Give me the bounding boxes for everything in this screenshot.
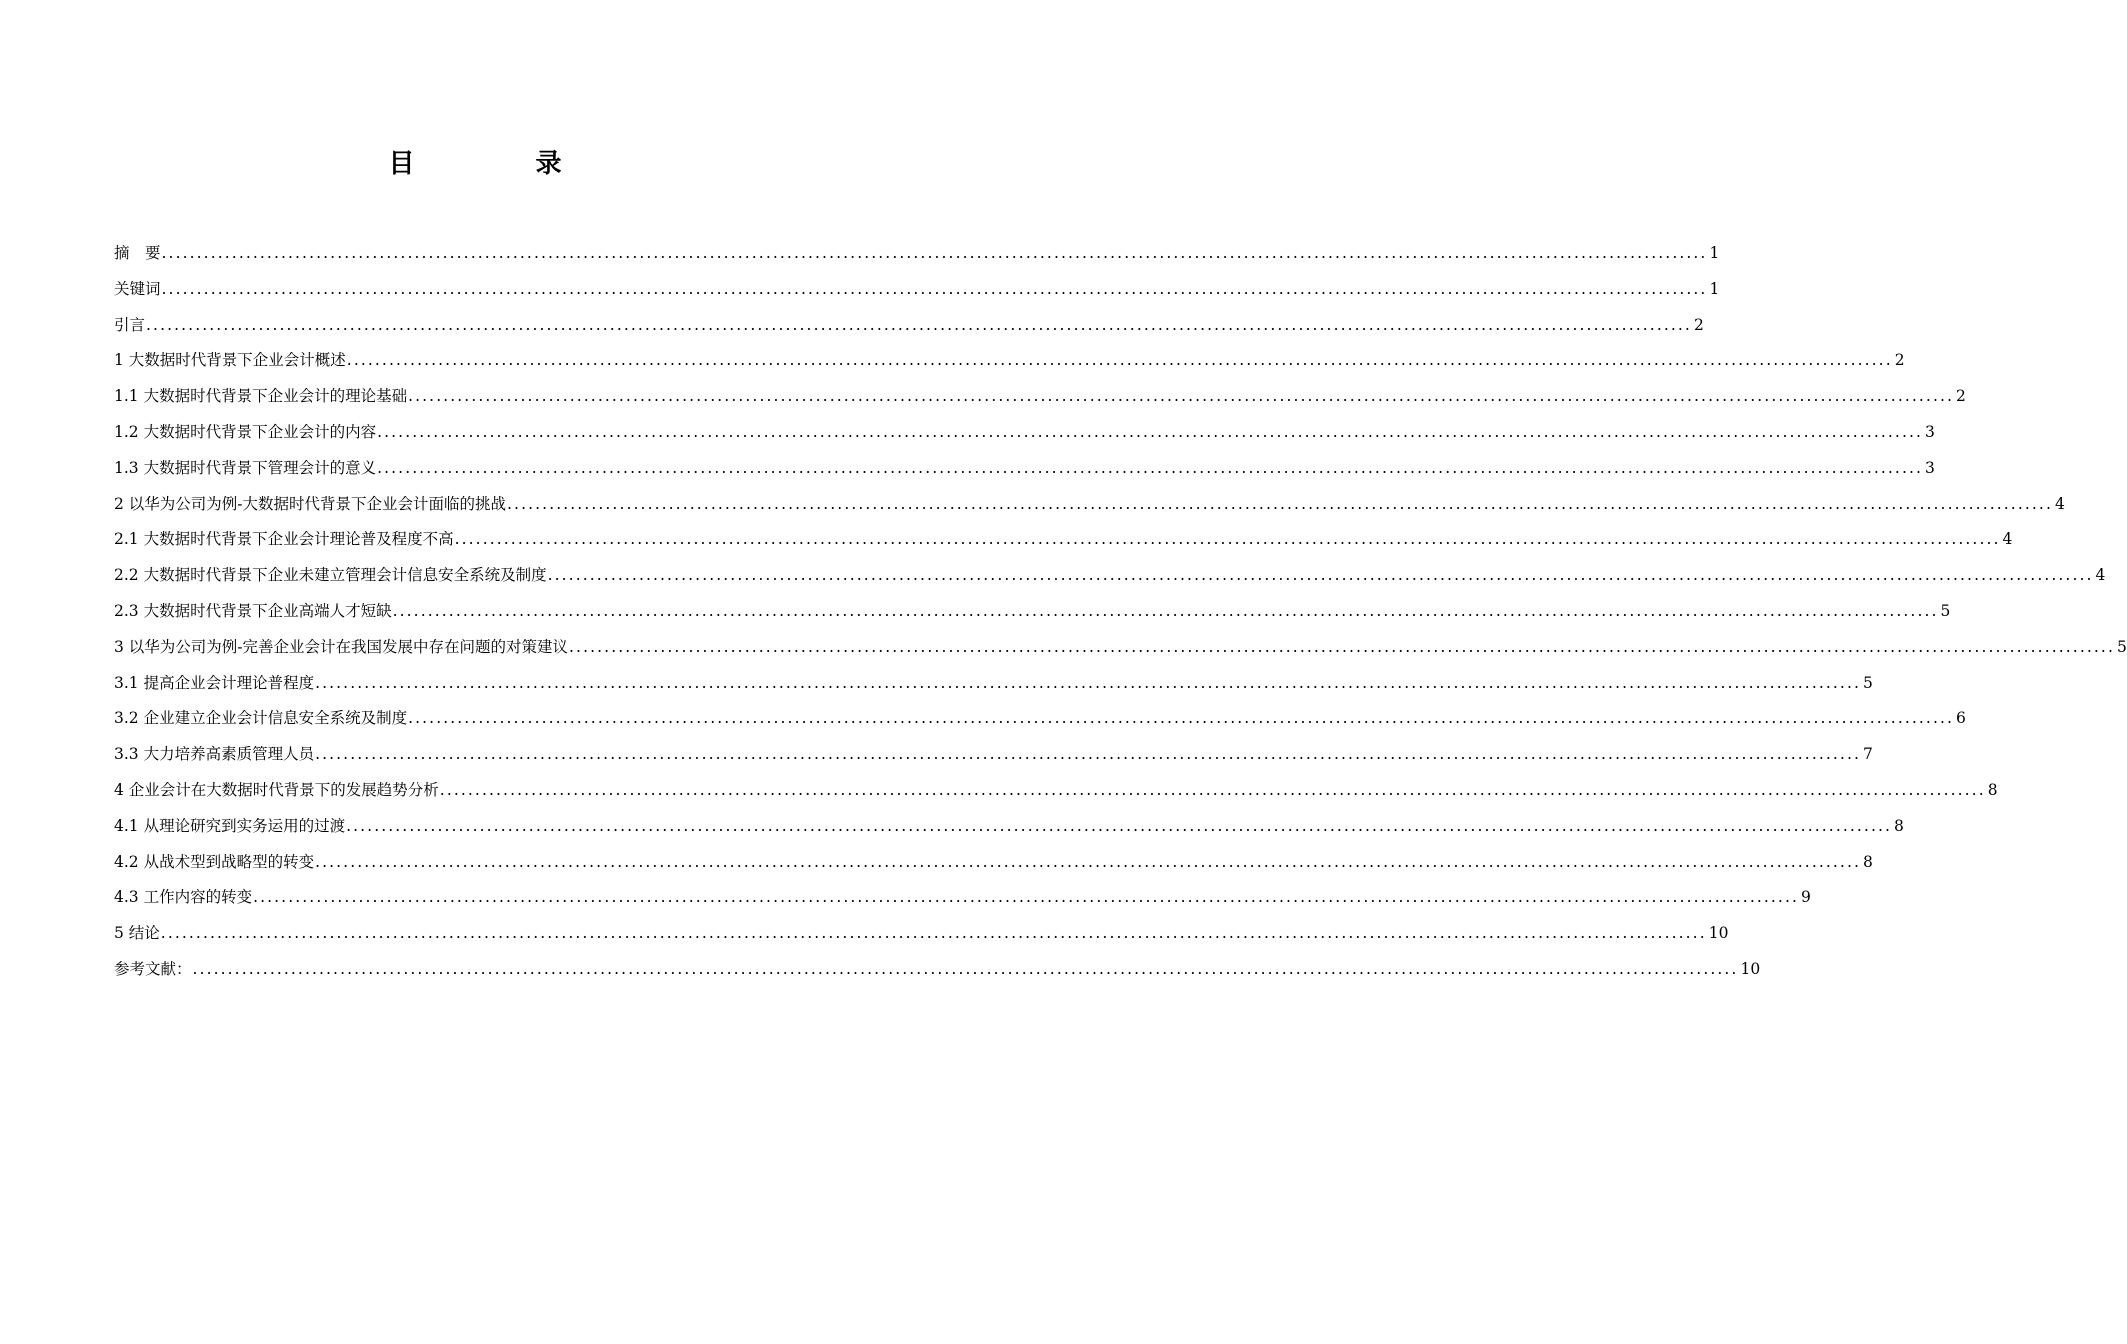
toc-entry-page-number: 4 xyxy=(2095,566,2106,585)
toc-entry-page-number: 5 xyxy=(2116,637,2127,656)
toc-entry-page-number: 1 xyxy=(1709,279,1720,298)
toc-entry-label: 参考文献： xyxy=(114,959,192,978)
toc-entry-page-number: 4 xyxy=(2002,530,2013,549)
toc-entry[interactable] xyxy=(114,451,1935,487)
toc-entry-page-number: 6 xyxy=(1956,709,1966,728)
toc-dot-leader: ............................................................................................................................................................................................................................ xyxy=(454,530,2001,549)
toc-entry-label: 2 以华为公司为例-大数据时代背景下企业会计面临的挑战 xyxy=(114,494,507,513)
toc-entry-label: 4.3 工作内容的转变 xyxy=(114,888,253,907)
toc-entry-page-number: 2 xyxy=(1956,387,1966,406)
toc-entry[interactable] xyxy=(114,630,2127,666)
toc-dot-leader: ............................................................................................................................................................................................................................ xyxy=(346,816,1893,835)
toc-entry-page-number: 8 xyxy=(1863,852,1873,871)
toc-entry-label: 关键词 xyxy=(114,279,161,298)
toc-entry[interactable] xyxy=(114,845,1873,881)
toc-dot-leader: ............................................................................................................................................................................................................................ xyxy=(569,637,2115,656)
toc-entry-label: 3.1 提高企业会计理论普程度 xyxy=(114,673,315,692)
toc-entry-label: 3.2 企业建立企业会计信息安全系统及制度 xyxy=(114,709,408,728)
toc-dot-leader: ............................................................................................................................................................................................................................ xyxy=(408,387,1955,406)
toc-entry[interactable] xyxy=(114,773,1998,809)
toc-entry-page-number: 5 xyxy=(1863,673,1873,692)
toc-dot-leader: ............................................................................................................................................................................................................................ xyxy=(346,351,1893,370)
toc-entry-label: 2.1 大数据时代背景下企业会计理论普及程度不高 xyxy=(114,530,454,549)
toc-entry[interactable] xyxy=(114,880,1811,916)
toc-dot-leader: ............................................................................................................................................................................................................................ xyxy=(408,709,1955,728)
toc-dot-leader: ............................................................................................................................................................................................................................ xyxy=(160,924,1707,943)
toc-dot-leader: ............................................................................................................................................................................................................................ xyxy=(161,244,1708,262)
toc-entry[interactable] xyxy=(114,522,2013,558)
toc-dot-leader: ............................................................................................................................................................................................................................ xyxy=(439,780,1986,799)
toc-entry[interactable] xyxy=(114,558,2106,594)
toc-entry-label: 4.2 从战术型到战略型的转变 xyxy=(114,852,315,871)
toc-dot-leader: ............................................................................................................................................................................................................................ xyxy=(392,601,1939,620)
toc-entry-label: 1.2 大数据时代背景下企业会计的内容 xyxy=(114,422,377,441)
toc-entry-page-number: 3 xyxy=(1925,422,1935,441)
toc-entry[interactable] xyxy=(114,236,1720,272)
toc-entry-label: 2.3 大数据时代背景下企业高端人才短缺 xyxy=(114,601,392,620)
page-title: 目 录 xyxy=(388,149,618,179)
toc-entry-page-number: 8 xyxy=(1987,780,1998,799)
toc-entry-page-number: 10 xyxy=(1740,959,1761,978)
toc-dot-leader: ............................................................................................................................................................................................................................ xyxy=(253,888,1800,907)
toc-entry-page-number: 8 xyxy=(1894,816,1904,835)
toc-entry[interactable] xyxy=(114,308,1704,344)
toc-entry-page-number: 9 xyxy=(1801,888,1811,907)
toc-entry-label: 摘 要 xyxy=(114,244,161,262)
toc-dot-leader: ............................................................................................................................................................................................................................ xyxy=(315,852,1862,871)
toc-dot-leader: ............................................................................................................................................................................................................................ xyxy=(192,959,1739,978)
toc-entry-label: 1.3 大数据时代背景下管理会计的意义 xyxy=(114,458,377,477)
toc-entry-label: 2.2 大数据时代背景下企业未建立管理会计信息安全系统及制度 xyxy=(114,566,547,585)
toc-entry-page-number: 3 xyxy=(1925,458,1935,477)
toc-entry-label: 1 大数据时代背景下企业会计概述 xyxy=(114,351,346,370)
toc-dot-leader: ............................................................................................................................................................................................................................ xyxy=(161,279,1708,298)
toc-entry[interactable] xyxy=(114,415,1935,451)
toc-entry[interactable] xyxy=(114,487,2065,523)
toc-entry[interactable] xyxy=(114,737,1873,773)
toc-entry-page-number: 2 xyxy=(1693,315,1704,334)
toc-entry[interactable] xyxy=(114,916,1729,952)
table-of-contents xyxy=(114,236,2127,988)
toc-entry[interactable] xyxy=(114,343,1905,379)
toc-entry-label: 5 结论 xyxy=(114,924,160,943)
toc-dot-leader: ............................................................................................................................................................................................................................ xyxy=(547,566,2094,585)
toc-entry[interactable] xyxy=(114,701,1966,737)
toc-entry-page-number: 10 xyxy=(1708,924,1729,943)
toc-entry-label: 4.1 从理论研究到实务运用的过渡 xyxy=(114,816,346,835)
toc-dot-leader: ............................................................................................................................................................................................................................ xyxy=(146,315,1692,334)
toc-dot-leader: ............................................................................................................................................................................................................................ xyxy=(315,745,1862,764)
toc-entry[interactable] xyxy=(114,952,1761,988)
toc-entry-page-number: 1 xyxy=(1709,244,1720,262)
toc-dot-leader: ............................................................................................................................................................................................................................ xyxy=(315,673,1862,692)
toc-entry-label: 引言 xyxy=(114,315,146,334)
toc-entry-page-number: 2 xyxy=(1894,351,1905,370)
toc-entry-label: 4 企业会计在大数据时代背景下的发展趋势分析 xyxy=(114,780,439,799)
toc-entry-label: 3.3 大力培养高素质管理人员 xyxy=(114,745,315,764)
toc-entry[interactable] xyxy=(114,379,1966,415)
toc-entry[interactable] xyxy=(114,809,1904,845)
toc-entry-label: 3 以华为公司为例-完善企业会计在我国发展中存在问题的对策建议 xyxy=(114,637,569,656)
toc-entry-page-number: 4 xyxy=(2054,494,2065,513)
toc-entry-page-number: 7 xyxy=(1863,745,1873,764)
toc-entry[interactable] xyxy=(114,666,1873,702)
toc-dot-leader: ............................................................................................................................................................................................................................ xyxy=(377,422,1924,441)
toc-dot-leader: ............................................................................................................................................................................................................................ xyxy=(377,458,1924,477)
toc-entry[interactable] xyxy=(114,272,1720,308)
toc-entry-label: 1.1 大数据时代背景下企业会计的理论基础 xyxy=(114,387,408,406)
toc-entry[interactable] xyxy=(114,594,1951,630)
toc-entry-page-number: 5 xyxy=(1940,601,1951,620)
toc-dot-leader: ............................................................................................................................................................................................................................ xyxy=(507,494,2053,513)
